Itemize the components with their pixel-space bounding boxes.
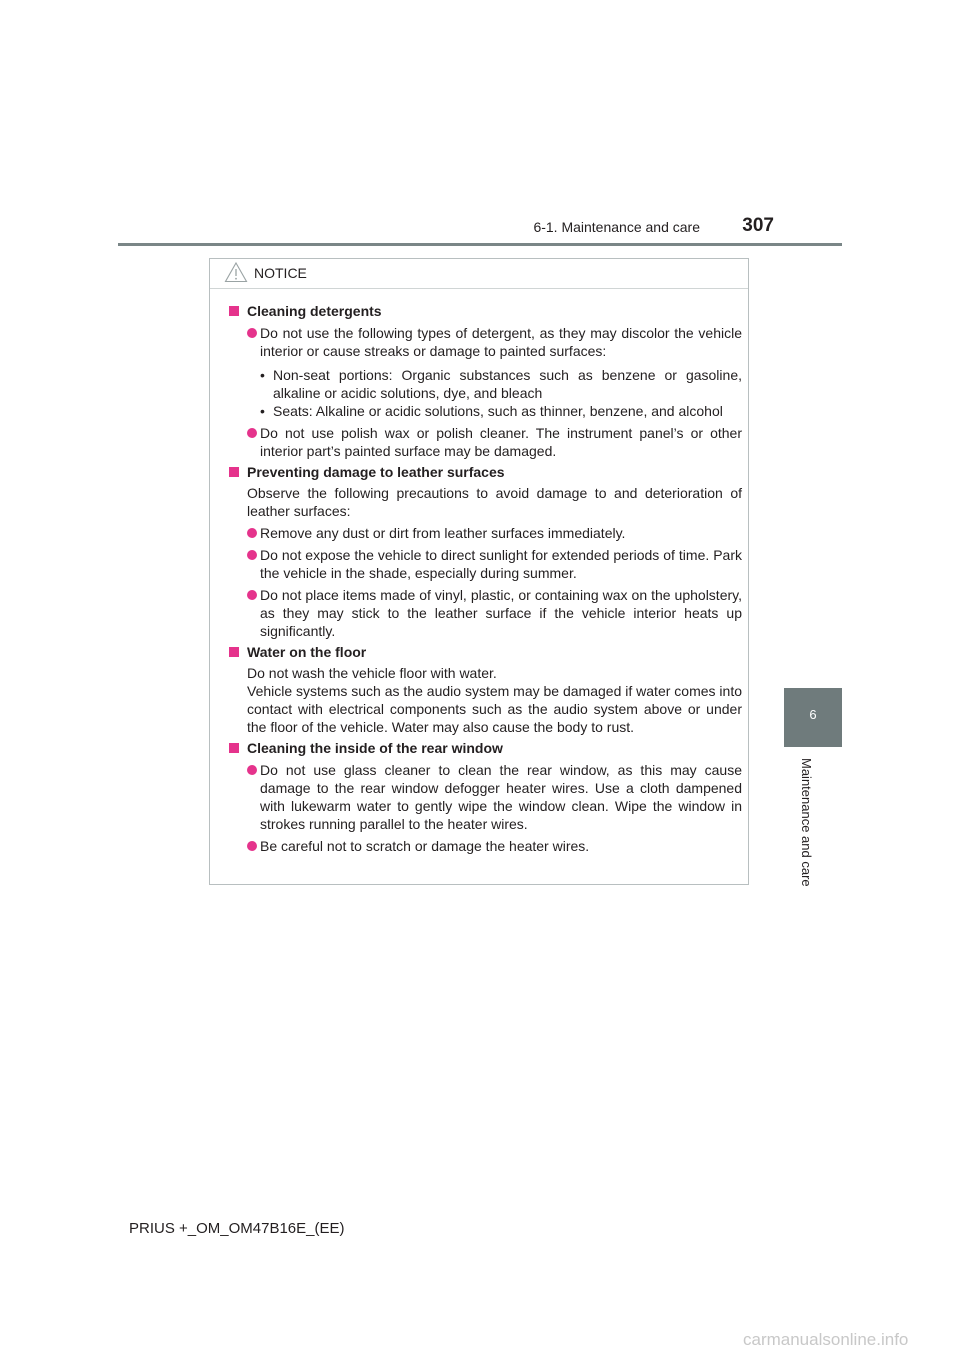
notice-title: NOTICE [254, 265, 307, 281]
section-cleaning-detergents [229, 302, 742, 460]
list-item [247, 424, 742, 460]
circle-bullet-icon [247, 428, 257, 438]
document-id: PRIUS +_OM_OM47B16E_(EE) [129, 1220, 345, 1237]
section-rear-window [229, 739, 742, 855]
notice-box [209, 258, 749, 885]
page-number: 307 [742, 215, 774, 236]
header-divider [118, 243, 842, 246]
sub-bullet-icon: • [260, 367, 265, 383]
circle-bullet-icon [247, 528, 257, 538]
chapter-tab [784, 688, 842, 747]
list-item [247, 324, 742, 420]
list-item [247, 586, 742, 640]
sub-list-item [260, 366, 742, 402]
header-section-title: 6-1. Maintenance and care [533, 219, 700, 235]
chapter-tab-number: 6 [809, 707, 817, 722]
circle-bullet-icon [247, 590, 257, 600]
sub-list-item-text: Non-seat portions: Organic substances such as benzene or gasoline, alkaline or acidic solutions, dye, and bleach [273, 367, 742, 401]
list-item-text: Be careful not to scratch or damage the heater wires. [260, 838, 590, 854]
warning-triangle-icon [224, 261, 248, 283]
paragraph: Observe the following precautions to avoid damage to and deterioration of leather surfaces: [247, 485, 742, 519]
sub-bullet-icon: • [260, 403, 265, 419]
circle-bullet-icon [247, 550, 257, 560]
square-bullet-icon [229, 467, 239, 477]
circle-bullet-icon [247, 841, 257, 851]
section-leather-surfaces [229, 463, 742, 640]
list-item-text: Do not place items made of vinyl, plastic, or containing wax on the upholstery, as they may stick to the leather surface if the vehicle interior heats up significantly. [260, 587, 742, 639]
list-item-text: Remove any dust or dirt from leather surfaces immediately. [260, 525, 626, 541]
paragraph: Do not wash the vehicle floor with water. [247, 665, 497, 681]
list-item-text: Do not expose the vehicle to direct sunlight for extended periods of time. Park the vehicle in the shade, especially during summer. [260, 547, 742, 581]
square-bullet-icon [229, 647, 239, 657]
notice-header [210, 259, 748, 289]
square-bullet-icon [229, 306, 239, 316]
chapter-tab-label: Maintenance and care [799, 758, 814, 887]
circle-bullet-icon [247, 765, 257, 775]
section-water-on-floor [229, 643, 742, 736]
section-heading: Water on the floor [247, 644, 367, 660]
sub-list-item [260, 402, 742, 420]
list-item-text: Do not use the following types of detergent, as they may discolor the vehicle interior or cause streaks or damage to painted surfaces: [260, 325, 742, 359]
square-bullet-icon [229, 743, 239, 753]
section-heading: Preventing damage to leather surfaces [247, 464, 505, 480]
circle-bullet-icon [247, 328, 257, 338]
sub-list-item-text: Seats: Alkaline or acidic solutions, such as thinner, benzene, and alcohol [273, 403, 723, 419]
list-item [247, 524, 742, 542]
list-item-text: Do not use polish wax or polish cleaner. The instrument panel’s or other interior part’s painted surface may be damaged. [260, 425, 742, 459]
list-item [247, 837, 742, 855]
list-item [247, 546, 742, 582]
section-heading: Cleaning detergents [247, 303, 382, 319]
section-heading: Cleaning the inside of the rear window [247, 740, 503, 756]
paragraph: Vehicle systems such as the audio system may be damaged if water comes into contact with electrical components such as the audio system above or under the floor of the vehicle. Water may also cause the body to rust. [247, 683, 742, 735]
notice-body [210, 289, 748, 855]
list-item-text: Do not use glass cleaner to clean the rear window, as this may cause damage to the rear window defogger heater wires. Use a cloth dampened with lukewarm water to gently wipe the window clean. Wipe the window in strokes running parallel to the heater wires. [260, 762, 742, 832]
watermark: carmanualsonline.info [743, 1330, 909, 1349]
list-item [247, 761, 742, 833]
